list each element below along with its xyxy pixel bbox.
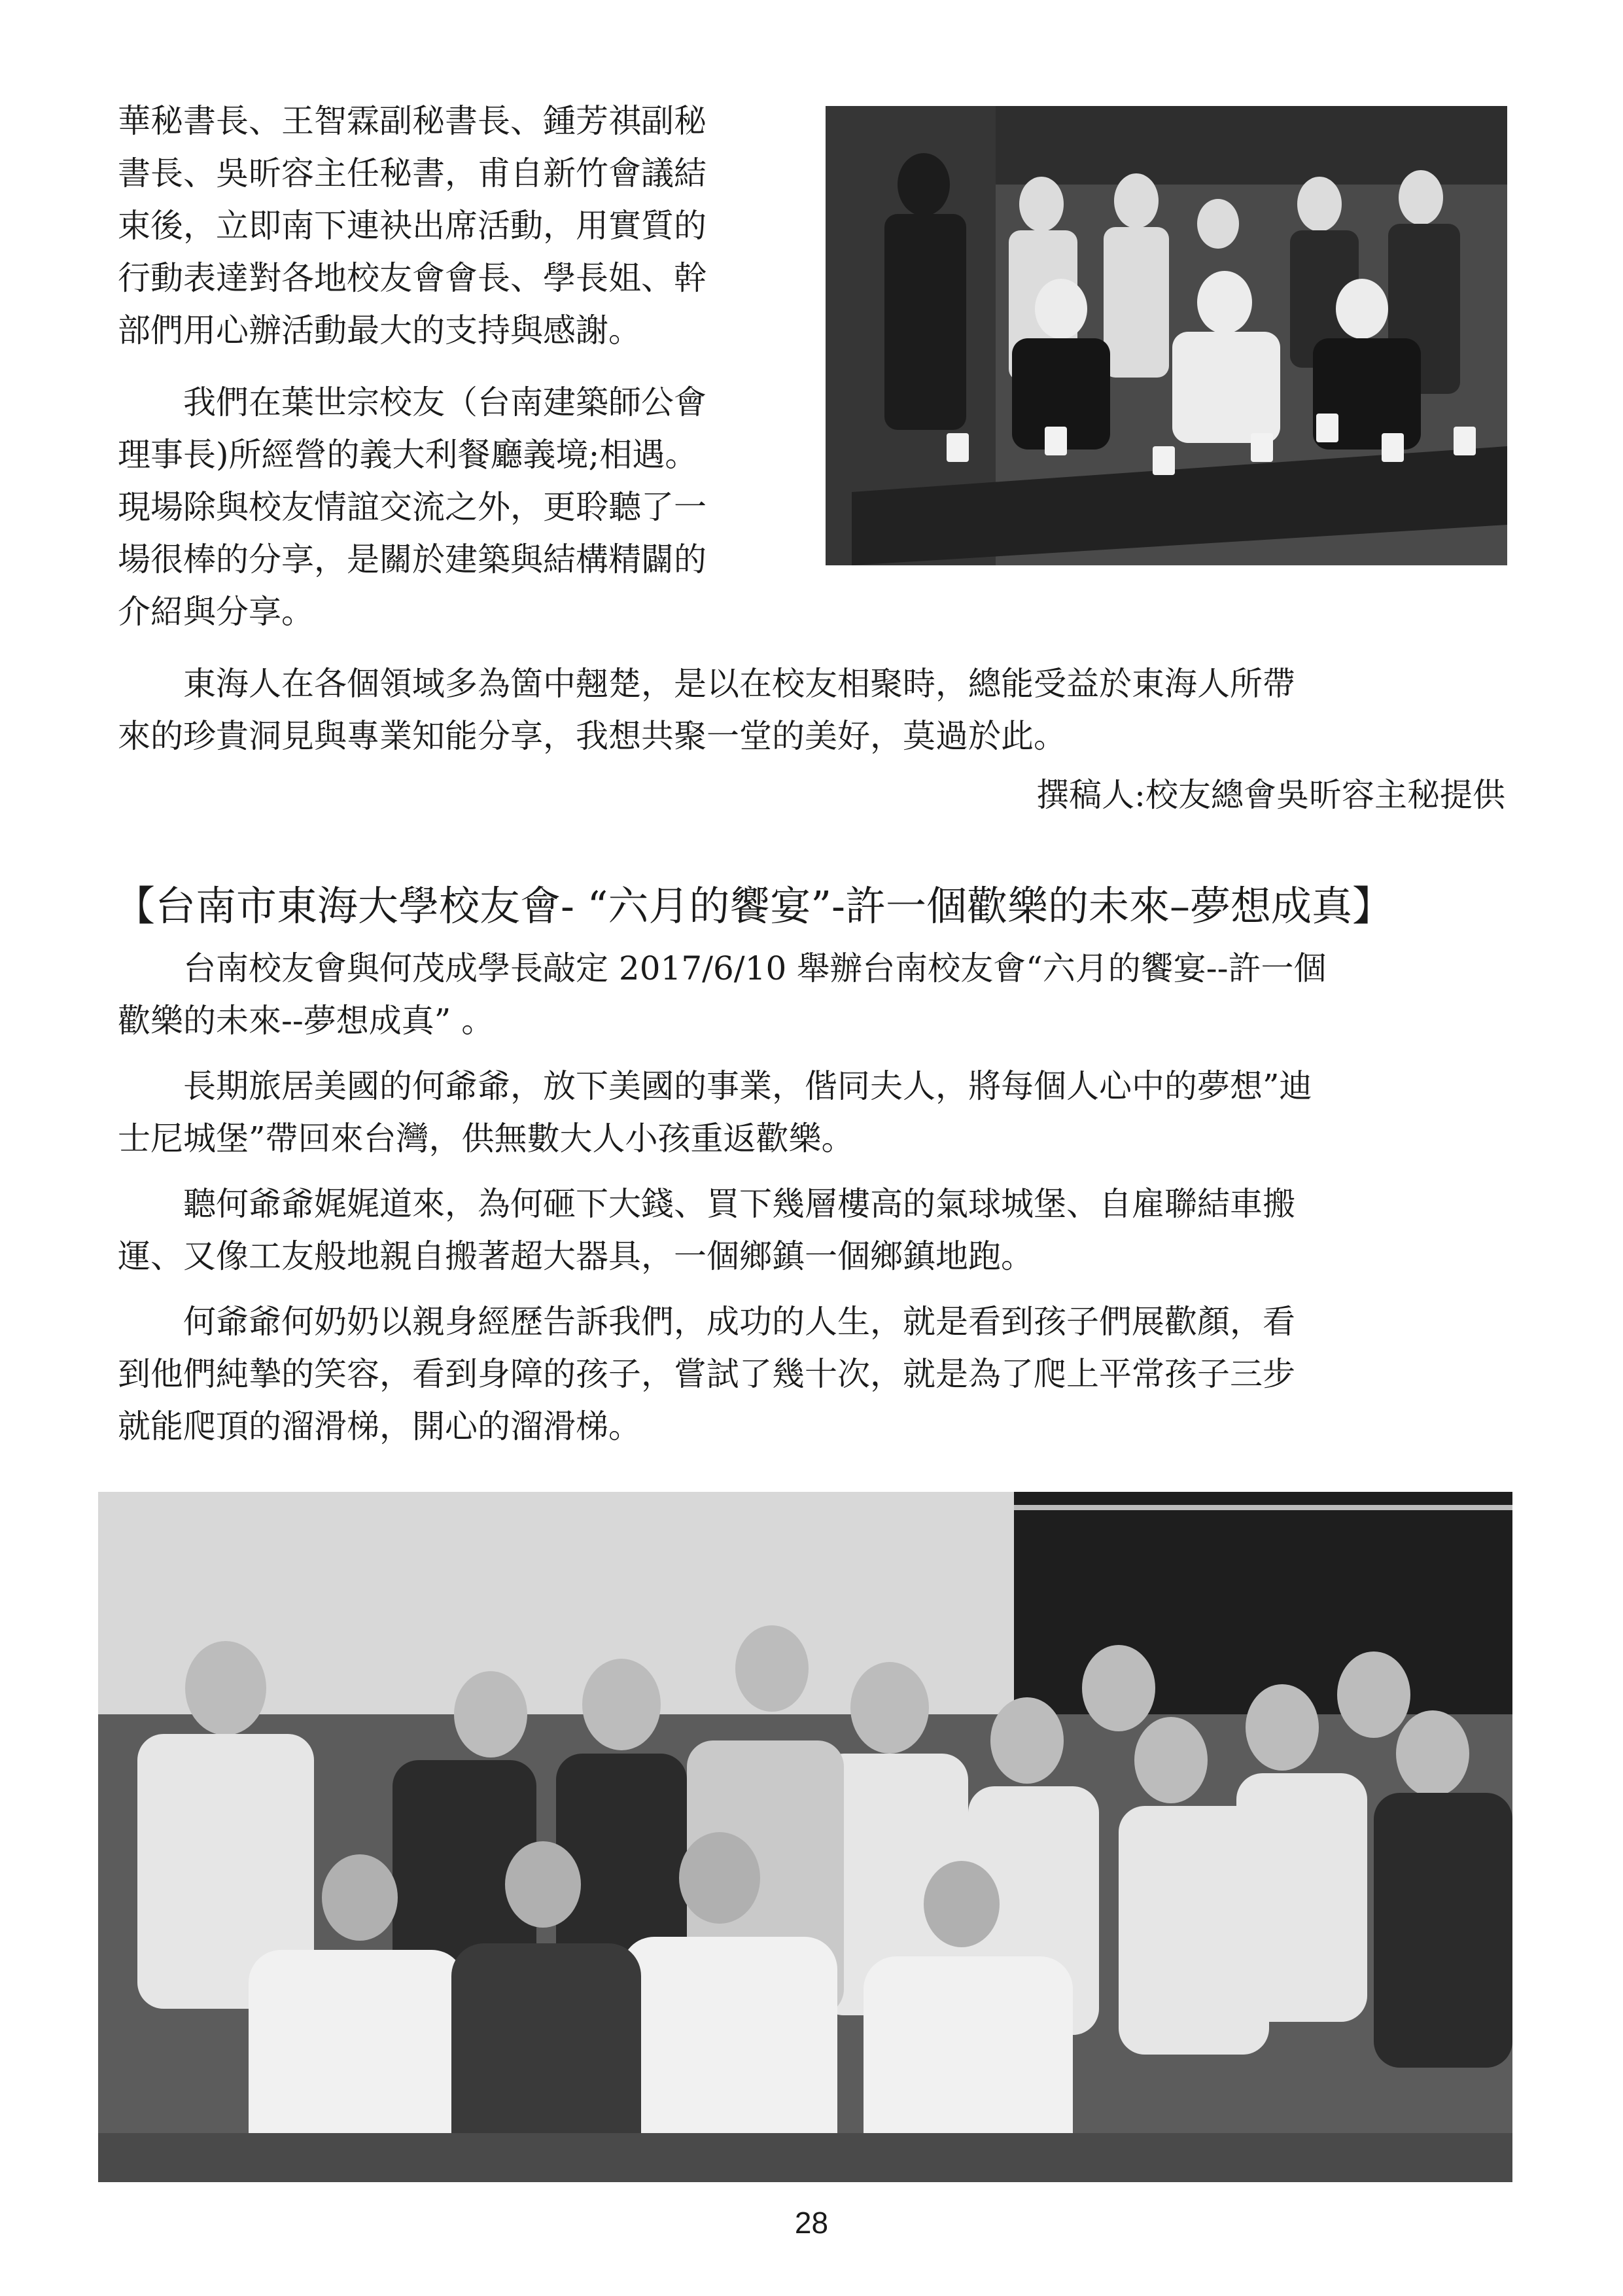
article-credit: 撰稿人:校友總會吳昕容主秘提供 bbox=[1036, 776, 1505, 814]
section-paragraph-3: 聽何爺爺娓娓道來，為何砸下大錢、買下幾層樓高的氣球城堡、自雇聯結車搬 運、又像工友般地親自搬著超大器具，一個鄉鎮一個鄉鎮地跑。 bbox=[118, 1185, 1295, 1275]
photo-group-portrait bbox=[98, 1492, 1512, 2182]
article-paragraph-2: 我們在葉世宗校友（台南建築師公會 理事長)所經營的義大利餐廳義境;相遇。 現場除與校友情誼交流之外，更聆聽了一 場很棒的分享，是關於建築與結構精闢的 介紹與分享。 bbox=[118, 383, 707, 631]
section-paragraph-2: 長期旅居美國的何爺爺，放下美國的事業，偕同夫人，將每個人心中的夢想”迪 士尼城堡”帶回來台灣，供無數大人小孩重返歡樂。 bbox=[118, 1067, 1312, 1157]
section-paragraph-4: 何爺爺何奶奶以親身經歷告訴我們，成功的人生，就是看到孩子們展歡顏，看 到他們純摯的笑容，看到身障的孩子，嘗試了幾十次，就是為了爬上平常孩子三步 就能爬頂的溜滑梯，開心的溜滑梯。 bbox=[118, 1303, 1295, 1445]
page-number: 28 bbox=[794, 2206, 829, 2240]
section-paragraph-1: 台南校友會與何茂成學長敲定 2017/6/10 舉辦台南校友會“六月的饗宴--許一個 歡樂的未來--夢想成真” 。 bbox=[118, 949, 1327, 1040]
photo-restaurant-group bbox=[826, 106, 1507, 565]
section-heading: 【台南市東海大學校友會- “六月的饗宴”-許一個歡樂的未來–夢想成真】 bbox=[114, 882, 1393, 930]
article-paragraph-1: 華秘書長、王智霖副秘書長、鍾芳祺副秘 書長、吳昕容主任秘書，甫自新竹會議結 束後，立即南下連袂出席活動，用實質的 行動表達對各地校友會會長、學長姐、幹 部們用心辦活動最大的支持與感謝。 bbox=[118, 102, 707, 349]
article-paragraph-3: 東海人在各個領域多為箇中翹楚，是以在校友相聚時，總能受益於東海人所帶 來的珍貴洞見與專業知能分享，我想共聚一堂的美好，莫過於此。 bbox=[118, 665, 1295, 755]
